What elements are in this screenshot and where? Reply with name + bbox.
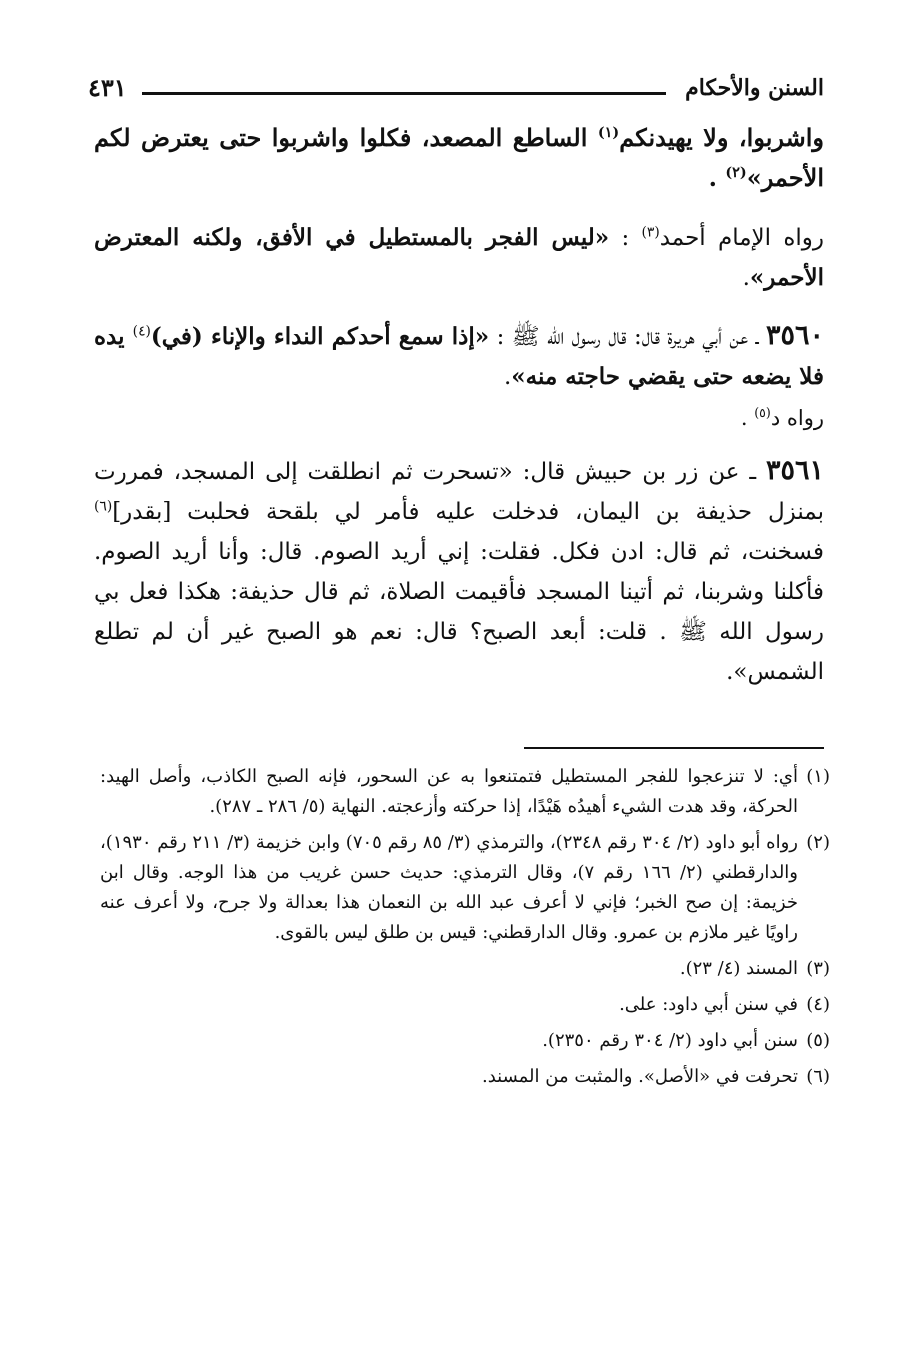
text-segment: رواه الإمام أحمد	[659, 225, 824, 251]
text-segment: واشربوا، ولا يهيدنكم	[619, 123, 825, 152]
footnote-ref-5[interactable]: (٥)	[754, 405, 771, 420]
footnote-text: في سنن أبي داود: على.	[619, 994, 798, 1015]
text-segment: فسخنت، ثم قال: ادن فكل. فقلت: إني أريد الصوم. قال: وأنا أريد الصوم. فأكلنا وشربنا، ثم أتينا المسجد فأقيمت الصلاة، ثم قال حذيفة: هكذا فعل بي رسول الله ﷺ . قلت: أبعد الصبح؟ قال: نعم هو الصبح غير أن لم تطلع الشمس».	[94, 539, 824, 685]
hadith-number: ٣٥٦١	[765, 455, 824, 486]
paragraph-ahmad	[94, 218, 824, 298]
page-number: ٤٣١	[88, 73, 127, 102]
footnote-text: أي: لا تنزعجوا للفجر المستطيل فتمتنعوا به عن السحور، فإنه الصبح الكاذب، وأصل الهيد: الحركة، وقد هدت الشيء أهيدُه هَيْدًا، إذا حركته وأزعجته. النهاية (٥/ ٢٨٦ ـ ٢٨٧).	[100, 766, 798, 817]
footnote-ref-2[interactable]: (٢)	[725, 164, 747, 181]
footnote-number: (٥)	[806, 1030, 830, 1051]
footnote-separator	[524, 747, 824, 749]
footnote-ref-3[interactable]: (٣)	[641, 224, 660, 241]
text-segment: رواه د	[770, 406, 824, 430]
footnote-5	[100, 1026, 830, 1056]
footnote-number: (٤)	[806, 994, 830, 1015]
footnote-text: تحرفت في «الأصل». والمثبت من المسند.	[481, 1066, 798, 1087]
hadith-number: ٣٥٦٠	[765, 320, 824, 351]
text-segment: :	[609, 225, 642, 251]
footnote-number: (٦)	[806, 1066, 830, 1087]
footnote-number: (٣)	[806, 958, 830, 979]
footnote-ref-1[interactable]: (١)	[597, 124, 620, 141]
footnotes	[100, 762, 830, 1098]
footnote-3	[100, 954, 830, 984]
hadith-3560	[94, 316, 824, 397]
footnote-text: المسند (٤/ ٢٣).	[679, 958, 798, 979]
running-title: السنن والأحكام	[685, 75, 824, 101]
page-header	[88, 70, 824, 106]
main-text	[94, 118, 824, 692]
text-segment: .	[708, 163, 726, 192]
footnote-number: (١)	[806, 766, 830, 787]
footnote-text: رواه أبو داود (٢/ ٣٠٤ رقم ٢٣٤٨)، والترمذي (٣/ ٨٥ رقم ٧٠٥) وابن خزيمة (٣/ ٢١١ رقم ١٩٣٠)، والدارقطني (٢/ ١٦٦ رقم ٧)، وقال الترمذي: حديث حسن غريب من هذا الوجه. وقال ابن خزيمة: إن صح الخبر؛ فإني لا أعرف عبد الله بن النعمان هذا بعدالة ولا جرح، ولا أعرف عنه راويًا غير ملازم بن عمرو. وقال الدارقطني: قيس بن طلق ليس بالقوى.	[100, 832, 798, 943]
footnote-4	[100, 990, 830, 1020]
text-segment: ـ عن أبي هريرة قال: قال رسول الله ﷺ :	[489, 324, 766, 350]
footnote-6	[100, 1062, 830, 1092]
hadith-3561	[94, 451, 824, 692]
hadith-quote: «ليس الفجر بالمستطيل في الأفق، ولكنه المعترض الأحمر»	[94, 224, 824, 291]
text-segment: ـ عن زر بن حبيش قال: «تسحرت ثم انطلقت إلى المسجد، فمررت بمنزل حذيفة بن اليمان، فدخلت عليه فأمر لي بلقحة فحلبت [بقدر]	[94, 459, 824, 525]
paragraph-continuation	[94, 118, 824, 198]
header-rule	[142, 92, 666, 95]
footnote-text: سنن أبي داود (٢/ ٣٠٤ رقم ٢٣٥٠).	[542, 1030, 798, 1051]
text-segment: .	[503, 364, 512, 390]
footnote-ref-6[interactable]: (٦)	[94, 498, 113, 515]
footnote-2	[100, 828, 830, 948]
text-segment: .	[740, 406, 755, 430]
text-segment: الساطع المصعد، فكلوا واشربوا حتى يعترض لكم الأحمر»	[94, 123, 824, 192]
footnote-number: (٢)	[806, 832, 830, 853]
text-segment: .	[742, 265, 750, 291]
hadith-quote: «إذا سمع أحدكم النداء والإناء (في)	[150, 323, 490, 350]
attribution-line	[94, 399, 824, 437]
footnote-1	[100, 762, 830, 822]
footnote-ref-4[interactable]: (٤)	[132, 323, 151, 340]
hadith-quote: يده فلا يضعه حتى يقضي حاجته منه»	[94, 323, 824, 390]
